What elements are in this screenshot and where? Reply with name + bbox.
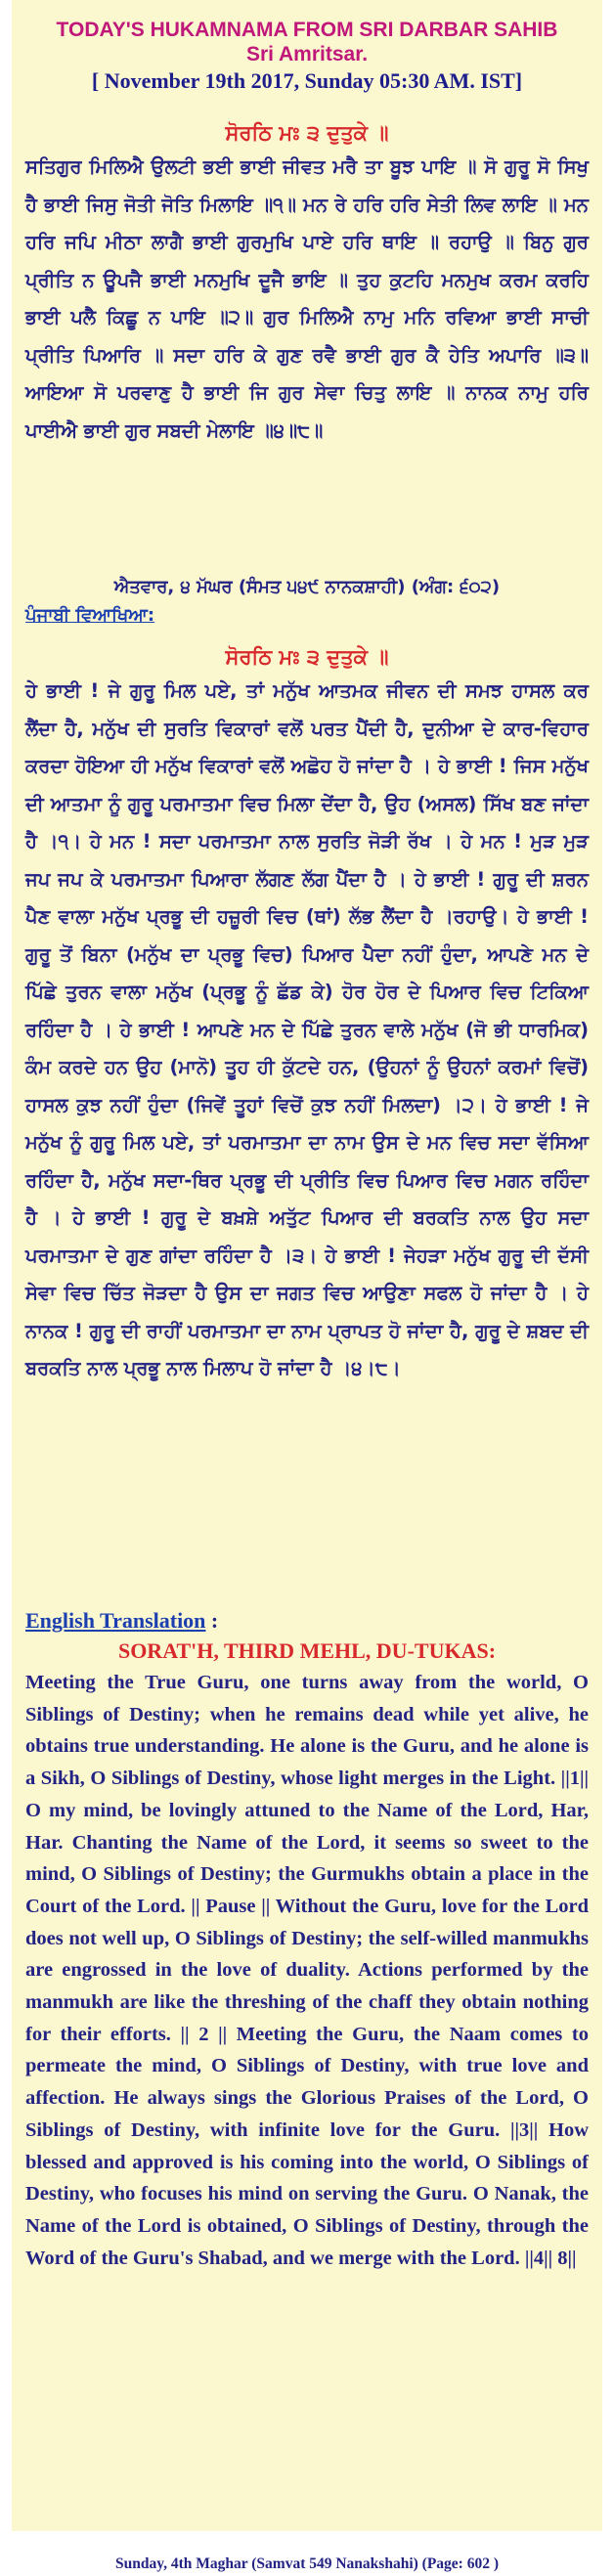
hukamnama-page (12, 0, 602, 2572)
footer-date-line: Sunday, 4th Maghar (Samvat 549 Nanakshahi) (Page: 602 ) (115, 2555, 499, 2572)
punjabi-date-line: ਐਤਵਾਰ, ੪ ਮੱਘਰ (ਸੰਮਤ ੫੪੯ ਨਾਨਕਸ਼ਾਹੀ) (ਅੰਗ: ੬੦੨) (113, 577, 501, 597)
datetime-line: [ November 19th 2017, Sunday 05:30 AM. IST] (91, 68, 523, 93)
english-heading: SORAT'H, THIRD MEHL, DU-TUKAS: (117, 1638, 497, 1663)
shabad-text: ਸਤਿਗੁਰ ਮਿਲਿਐ ਉਲਟੀ ਭਈ ਭਾਈ ਜੀਵਤ ਮਰੈ ਤਾ ਬੂਝ ਪਾਇ ॥ ਸੋ ਗੁਰੂ ਸੋ ਸਿਖੁ ਹੈ ਭਾਈ ਜਿਸੁ ਜੋਤੀ ਜੋਤਿ ਮਿਲਾਇ ॥੧॥ ਮਨ ਰੇ ਹਰਿ ਹਰਿ ਸੇਤੀ ਲਿਵ ਲਾਇ ॥ ਮਨ ਹਰਿ ਜਪਿ ਮੀਠਾ ਲਾਗੈ ਭਾਈ ਗੁਰਮੁਖਿ ਪਾਏ ਹਰਿ ਥਾਇ ॥ ਰਹਾਉ ॥ ਬਿਨੁ ਗੁਰ ਪ੍ਰੀਤਿ ਨ ਊਪਜੈ ਭਾਈ ਮਨਮੁਖਿ ਦੂਜੈ ਭਾਇ ॥ ਤੁਹ ਕੁਟਹਿ ਮਨਮੁਖ ਕਰਮ ਕਰਹਿ ਭਾਈ ਪਲੈ ਕਿਛੂ ਨ ਪਾਇ ॥੨॥ ਗੁਰ ਮਿਲਿਐ ਨਾਮੁ ਮਨਿ ਰਵਿਆ ਭਾਈ ਸਾਚੀ ਪ੍ਰੀਤਿ ਪਿਆਰਿ ॥ ਸਦਾ ਹਰਿ ਕੇ ਗੁਣ ਰਵੈ ਭਾਈ ਗੁਰ ਕੈ ਹੇਤਿ ਅਪਾਰਿ ॥੩॥ ਆਇਆ ਸੋ ਪਰਵਾਣੁ ਹੈ ਭਾਈ ਜਿ ਗੁਰ ਸੇਵਾ ਚਿਤੁ ਲਾਇ ॥ ਨਾਨਕ ਨਾਮੁ ਹਰਿ ਪਾਈਐ ਭਾਈ ਗੁਰ ਸਬਦੀ ਮੇਲਾਇ ॥੪॥੮॥ (25, 155, 589, 442)
page-title: TODAY'S HUKAMNAMA FROM SRI DARBAR SAHIB (56, 19, 558, 41)
vyakhya-heading: ਸੋਰਠਿ ਮਃ ੩ ਦੁਤੁਕੇ ॥ (225, 645, 389, 669)
location-line: Sri Amritsar. (245, 43, 369, 65)
punjabi-vyakhya-label: ਪੰਜਾਬੀ ਵਿਆਖਿਆ: (25, 605, 155, 626)
english-translation-label-text: English Translation (25, 1608, 206, 1633)
vyakhya-text: ਹੇ ਭਾਈ ! ਜੇ ਗੁਰੂ ਮਿਲ ਪਏ, ਤਾਂ ਮਨੁੱਖ ਆਤਮਕ ਜੀਵਨ ਦੀ ਸਮਝ ਹਾਸਲ ਕਰ ਲੈਂਦਾ ਹੈ, ਮਨੁੱਖ ਦੀ ਸੁਰਤਿ ਵਿਕਾਰਾਂ ਵਲੋਂ ਪਰਤ ਪੈਂਦੀ ਹੈ, ਦੁਨੀਆ ਦੇ ਕਾਰ-ਵਿਹਾਰ ਕਰਦਾ ਹੋਇਆ ਹੀ ਮਨੁੱਖ ਵਿਕਾਰਾਂ ਵਲੋਂ ਅਛੋਹ ਹੋ ਜਾਂਦਾ ਹੈ । ਹੇ ਭਾਈ ! ਜਿਸ ਮਨੁੱਖ ਦੀ ਆਤਮਾ ਨੂੰ ਗੁਰੂ ਪਰਮਾਤਮਾ ਵਿਚ ਮਿਲਾ ਦੇਂਦਾ ਹੈ, ਉਹ (ਅਸਲ) ਸਿੱਖ ਬਣ ਜਾਂਦਾ ਹੈ ।੧। ਹੇ ਮਨ ! ਸਦਾ ਪਰਮਾਤਮਾ ਨਾਲ ਸੁਰਤਿ ਜੋੜੀ ਰੱਖ । ਹੇ ਮਨ ! ਮੁੜ ਮੁੜ ਜਪ ਜਪ ਕੇ ਪਰਮਾਤਮਾ ਪਿਆਰਾ ਲੱਗਣ ਲੱਗ ਪੈਂਦਾ ਹੈ । ਹੇ ਭਾਈ ! ਗੁਰੂ ਦੀ ਸ਼ਰਨ ਪੈਣ ਵਾਲਾ ਮਨੁੱਖ ਪ੍ਰਭੂ ਦੀ ਹਜ਼ੂਰੀ ਵਿਚ (ਥਾਂ) ਲੱਭ ਲੈਂਦਾ ਹੈ ।ਰਹਾਉ। ਹੇ ਭਾਈ ! ਗੁਰੂ ਤੋਂ ਬਿਨਾ (ਮਨੁੱਖ ਦਾ ਪ੍ਰਭੂ ਵਿਚ) ਪਿਆਰ ਪੈਦਾ ਨਹੀਂ ਹੁੰਦਾ, ਆਪਣੇ ਮਨ ਦੇ ਪਿੱਛੇ ਤੁਰਨ ਵਾਲਾ ਮਨੁੱਖ (ਪ੍ਰਭੂ ਨੂੰ ਛੱਡ ਕੇ) ਹੋਰ ਹੋਰ ਦੇ ਪਿਆਰ ਵਿਚ ਟਿਕਿਆ ਰਹਿੰਦਾ ਹੈ । ਹੇ ਭਾਈ ! ਆਪਣੇ ਮਨ ਦੇ ਪਿੱਛੇ ਤੁਰਨ ਵਾਲੇ ਮਨੁੱਖ (ਜੋ ਭੀ ਧਾਰਮਿਕ) ਕੰਮ ਕਰਦੇ ਹਨ ਉਹ (ਮਾਨੋ) ਤੂਹ ਹੀ ਕੁੱਟਦੇ ਹਨ, (ਉਹਨਾਂ ਨੂੰ ਉਹਨਾਂ ਕਰਮਾਂ ਵਿਚੋਂ) ਹਾਸਲ ਕੁਝ ਨਹੀਂ ਹੁੰਦਾ (ਜਿਵੇਂ ਤੂਹਾਂ ਵਿਚੋਂ ਕੁਝ ਨਹੀਂ ਮਿਲਦਾ) ।੨। ਹੇ ਭਾਈ ! ਜੇ ਮਨੁੱਖ ਨੂੰ ਗੁਰੂ ਮਿਲ ਪਏ, ਤਾਂ ਪਰਮਾਤਮਾ ਦਾ ਨਾਮ ਉਸ ਦੇ ਮਨ ਵਿਚ ਸਦਾ ਵੱਸਿਆ ਰਹਿੰਦਾ ਹੈ, ਮਨੁੱਖ ਸਦਾ-ਥਿਰ ਪ੍ਰਭੂ ਦੀ ਪ੍ਰੀਤਿ ਵਿਚ ਪਿਆਰ ਵਿਚ ਮਗਨ ਰਹਿੰਦਾ ਹੈ । ਹੇ ਭਾਈ ! ਗੁਰੂ ਦੇ ਬਖ਼ਸ਼ੇ ਅਤੁੱਟ ਪਿਆਰ ਦੀ ਬਰਕਤਿ ਨਾਲ ਉਹ ਸਦਾ ਪਰਮਾਤਮਾ ਦੇ ਗੁਣ ਗਾਂਦਾ ਰਹਿੰਦਾ ਹੈ ।੩। ਹੇ ਭਾਈ ! ਜੇਹੜਾ ਮਨੁੱਖ ਗੁਰੂ ਦੀ ਦੱਸੀ ਸੇਵਾ ਵਿਚ ਚਿੱਤ ਜੋੜਦਾ ਹੈ ਉਸ ਦਾ ਜਗਤ ਵਿਚ ਆਉਣਾ ਸਫਲ ਹੋ ਜਾਂਦਾ ਹੈ । ਹੇ ਨਾਨਕ ! ਗੁਰੂ ਦੀ ਰਾਹੀਂ ਪਰਮਾਤਮਾ ਦਾ ਨਾਮ ਪ੍ਰਾਪਤ ਹੋ ਜਾਂਦਾ ਹੈ, ਗੁਰੂ ਦੇ ਸ਼ਬਦ ਦੀ ਬਰਕਤਿ ਨਾਲ ਪ੍ਰਭੂ ਨਾਲ ਮਿਲਾਪ ਹੋ ਜਾਂਦਾ ਹੈ ।੪।੮। (25, 679, 589, 1379)
shabad-heading: ਸੋਰਠਿ ਮਃ ੩ ਦੁਤੁਕੇ ॥ (225, 121, 389, 145)
english-translation-label-colon: : (205, 1608, 219, 1633)
english-translation-label (25, 1606, 589, 1636)
english-text: Meeting the True Guru, one turns away from the world, O Siblings of Destiny; when he remains dead while yet alive, he obtains true understanding. He alone is the Guru, and he alone is a Sikh, O Siblings of Destiny, whose light merges in the Light. ||1|| O my mind, be lovingly attuned to the Name of the Lord, Har, Har. Chanting the Name of the Lord, it seems so sweet to the mind, O Siblings of Destiny; the Gurmukhs obtain a place in the Court of the Lord. || Pause || Without the Guru, love for the Lord does not well up, O Siblings of Destiny; the self-willed manmukhs are engrossed in the love of duality. Actions performed by the manmukh are like the threshing of the chaff they obtain nothing for their efforts. || 2 || Meeting the Guru, the Naam comes to permeate the mind, O Siblings of Destiny, with true love and affection. He always sings the Glorious Praises of the Lord, O Siblings of Destiny, with infinite love for the Guru. ||3|| How blessed and approved is his coming into the world, O Siblings of Destiny, who focuses his mind on serving the Guru. O Nanak, the Name of the Lord is obtained, O Siblings of Destiny, through the Word of the Guru's Shabad, and we merge with the Lord. ||4|| 8|| (25, 1672, 589, 2269)
page-header (25, 18, 589, 96)
